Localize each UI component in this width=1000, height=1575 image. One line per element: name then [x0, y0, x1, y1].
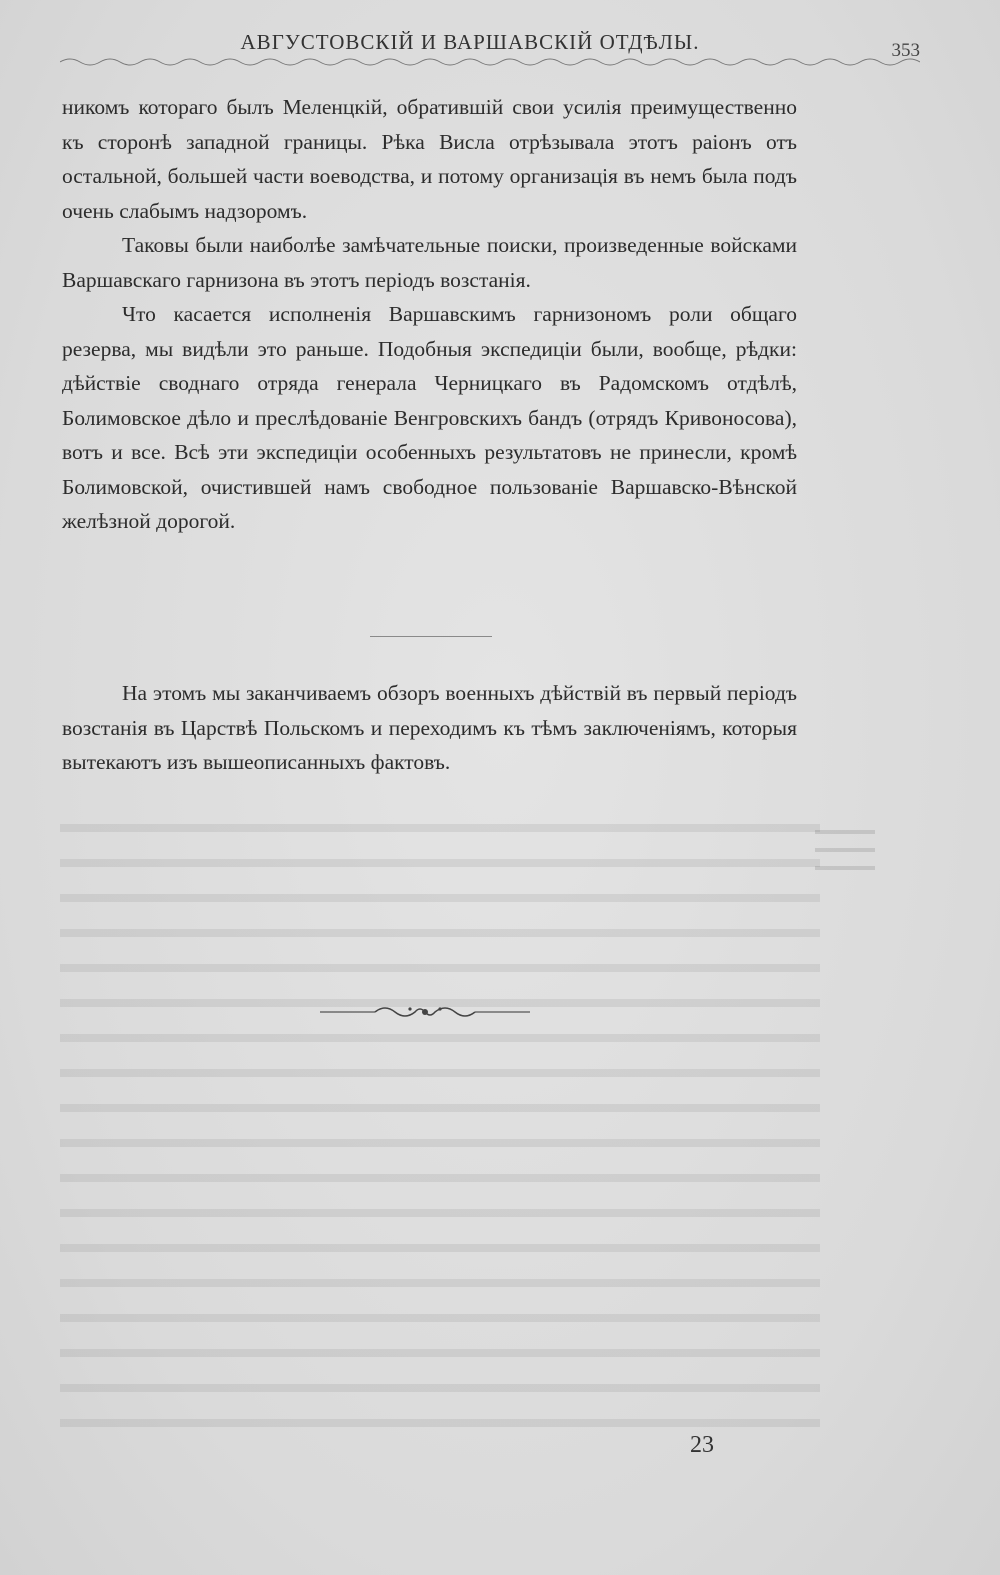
concluding-text-section: [62, 676, 797, 780]
paragraph: Таковы были наиболѣе замѣчательные поиски, произведенные войсками Варшавскаго гарнизона въ этотъ періодъ возстанія.: [62, 233, 797, 292]
paragraph: Что касается исполненія Варшавскимъ гарнизономъ роли общаго резерва, мы видѣли это раньше. Подобныя экспедиціи были, вообще, рѣдки: дѣйствіе своднаго отряда генерала Черницкаго въ Радомскомъ отдѣлѣ, Болимовское дѣло и преслѣдованіе Венгровскихъ бандъ (отрядъ Кривоносова), вотъ и все. Всѣ эти экспедиціи особенныхъ результатовъ не принесли, кромѣ Болимовской, очистившей намъ свободное пользованіе Варшавско-Вѣнской желѣзной дорогой.: [62, 302, 797, 533]
header-wavy-rule: [60, 56, 920, 68]
body-text-section: [62, 90, 797, 539]
bleed-through-margin-note: [815, 820, 875, 880]
signature-mark: 23: [690, 1432, 714, 1458]
ornament-flourish: [320, 1000, 530, 1024]
running-title: АВГУСТОВСКІЙ И ВАРШАВСКІЙ ОТДѢЛЫ.: [240, 30, 700, 54]
paragraph: На этомъ мы заканчиваемъ обзоръ военныхъ дѣйствій въ первый періодъ возстанія въ Царствѣ Польскомъ и переходимъ къ тѣмъ заключеніямъ, которыя вытекаютъ изъ вышеописанныхъ фактовъ.: [62, 681, 797, 774]
section-divider: [370, 636, 492, 637]
page-header: [60, 22, 940, 72]
paragraph: никомъ котораго былъ Меленцкій, обратившій свои усилія преимущественно къ сторонѣ западной границы. Рѣка Висла отрѣзывала этотъ раіонъ отъ остальной, большей части воеводства, и потому организація въ немъ была подъ очень слабымъ надзоромъ.: [62, 95, 797, 223]
page-number: 353: [891, 40, 920, 61]
bleed-through-text: [60, 810, 820, 1430]
